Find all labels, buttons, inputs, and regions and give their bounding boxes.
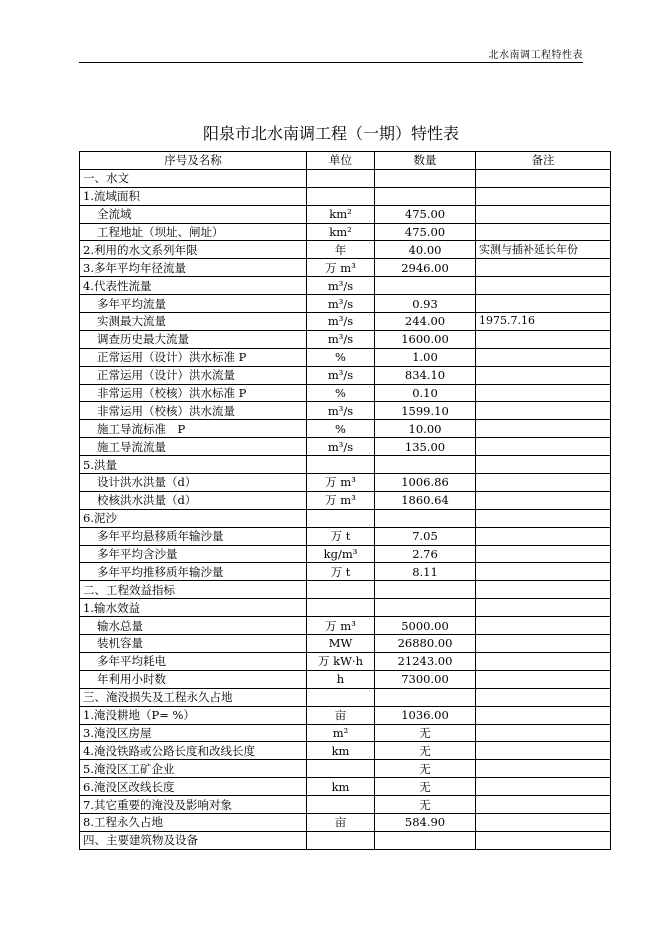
table-row (80, 778, 611, 796)
row-unit-cell (307, 187, 375, 205)
row-note-cell: 1975.7.16 (476, 313, 611, 331)
row-note-cell (476, 831, 611, 849)
row-note-cell (476, 277, 611, 295)
row-unit-cell: km (307, 742, 375, 760)
row-name-cell: 8.工程永久占地 (80, 813, 307, 831)
row-note-cell (476, 438, 611, 456)
row-note-cell (476, 366, 611, 384)
row-name-cell: 施工导流标准 P (80, 420, 307, 438)
row-unit-cell: 万 t (307, 527, 375, 545)
row-name-cell: 二、工程效益指标 (80, 581, 307, 599)
table-row (80, 438, 611, 456)
row-quantity-cell: 0.93 (375, 295, 476, 313)
row-name-cell: 施工导流流量 (80, 438, 307, 456)
row-name-cell: 调查历史最大流量 (80, 330, 307, 348)
row-unit-cell: m³/s (307, 295, 375, 313)
row-unit-cell: 年 (307, 241, 375, 259)
row-quantity-cell (375, 277, 476, 295)
row-quantity-cell: 584.90 (375, 813, 476, 831)
row-note-cell (476, 599, 611, 617)
row-name-cell: 装机容量 (80, 635, 307, 653)
row-quantity-cell (375, 581, 476, 599)
row-note-cell (476, 205, 611, 223)
row-quantity-cell: 475.00 (375, 205, 476, 223)
table-header-row (80, 152, 611, 170)
row-name-cell: 设计洪水洪量（d） (80, 474, 307, 492)
row-quantity-cell: 1860.64 (375, 491, 476, 509)
table-row (80, 670, 611, 688)
row-note-cell (476, 402, 611, 420)
table-row (80, 169, 611, 187)
table-row (80, 348, 611, 366)
row-quantity-cell: 26880.00 (375, 635, 476, 653)
row-quantity-cell (375, 456, 476, 474)
table-row (80, 545, 611, 563)
row-quantity-cell: 7.05 (375, 527, 476, 545)
row-unit-cell: % (307, 348, 375, 366)
row-note-cell (476, 187, 611, 205)
row-note-cell (476, 295, 611, 313)
row-unit-cell: % (307, 384, 375, 402)
row-unit-cell: h (307, 670, 375, 688)
row-quantity-cell: 7300.00 (375, 670, 476, 688)
row-quantity-cell (375, 187, 476, 205)
row-quantity-cell: 1006.86 (375, 474, 476, 492)
row-name-cell: 4.淹没铁路或公路长度和改线长度 (80, 742, 307, 760)
row-quantity-cell: 5000.00 (375, 617, 476, 635)
row-note-cell (476, 259, 611, 277)
row-note-cell (476, 581, 611, 599)
column-header-note: 备注 (476, 152, 611, 170)
row-quantity-cell: 无 (375, 796, 476, 814)
row-quantity-cell: 244.00 (375, 313, 476, 331)
row-quantity-cell: 834.10 (375, 366, 476, 384)
row-quantity-cell: 1599.10 (375, 402, 476, 420)
table-row (80, 706, 611, 724)
row-unit-cell: m² (307, 724, 375, 742)
row-quantity-cell: 10.00 (375, 420, 476, 438)
row-quantity-cell: 1036.00 (375, 706, 476, 724)
table-row (80, 223, 611, 241)
row-name-cell: 6.泥沙 (80, 509, 307, 527)
row-name-cell: 一、水文 (80, 169, 307, 187)
row-unit-cell: 万 t (307, 563, 375, 581)
table-row (80, 313, 611, 331)
table-row (80, 402, 611, 420)
table-row (80, 688, 611, 706)
row-quantity-cell: 无 (375, 778, 476, 796)
row-name-cell: 1.流域面积 (80, 187, 307, 205)
row-name-cell: 1.输水效益 (80, 599, 307, 617)
table-row (80, 617, 611, 635)
row-note-cell (476, 706, 611, 724)
row-note-cell (476, 223, 611, 241)
table-row (80, 474, 611, 492)
row-quantity-cell: 475.00 (375, 223, 476, 241)
row-unit-cell (307, 456, 375, 474)
row-unit-cell: MW (307, 635, 375, 653)
row-name-cell: 4.代表性流量 (80, 277, 307, 295)
row-name-cell: 多年平均悬移质年输沙量 (80, 527, 307, 545)
row-name-cell: 多年平均流量 (80, 295, 307, 313)
row-quantity-cell: 8.11 (375, 563, 476, 581)
row-unit-cell: 亩 (307, 706, 375, 724)
row-quantity-cell: 135.00 (375, 438, 476, 456)
row-note-cell (476, 688, 611, 706)
row-name-cell: 四、主要建筑物及设备 (80, 831, 307, 849)
row-name-cell: 正常运用（设计）洪水流量 (80, 366, 307, 384)
row-name-cell: 3.淹没区房屋 (80, 724, 307, 742)
row-name-cell: 1.淹没耕地（P= %） (80, 706, 307, 724)
row-unit-cell: km (307, 778, 375, 796)
row-unit-cell: km² (307, 223, 375, 241)
row-unit-cell (307, 599, 375, 617)
row-unit-cell: m³/s (307, 438, 375, 456)
row-quantity-cell (375, 169, 476, 187)
row-name-cell: 3.多年平均年径流量 (80, 259, 307, 277)
table-row (80, 259, 611, 277)
table-row (80, 330, 611, 348)
row-unit-cell (307, 581, 375, 599)
table-row (80, 295, 611, 313)
table-row (80, 652, 611, 670)
row-name-cell: 5.淹没区工矿企业 (80, 760, 307, 778)
row-note-cell (476, 670, 611, 688)
row-quantity-cell: 无 (375, 724, 476, 742)
table-row (80, 742, 611, 760)
row-unit-cell (307, 831, 375, 849)
row-unit-cell: % (307, 420, 375, 438)
row-note-cell (476, 652, 611, 670)
row-note-cell (476, 563, 611, 581)
table-row (80, 831, 611, 849)
row-note-cell (476, 456, 611, 474)
row-quantity-cell: 1.00 (375, 348, 476, 366)
table-row (80, 813, 611, 831)
row-name-cell: 非常运用（校核）洪水流量 (80, 402, 307, 420)
row-name-cell: 全流域 (80, 205, 307, 223)
row-note-cell: 实测与插补延长年份 (476, 241, 611, 259)
row-note-cell (476, 635, 611, 653)
table-row (80, 241, 611, 259)
row-quantity-cell: 40.00 (375, 241, 476, 259)
row-unit-cell (307, 760, 375, 778)
table-row (80, 509, 611, 527)
row-name-cell: 多年平均耗电 (80, 652, 307, 670)
row-unit-cell: 万 m³ (307, 491, 375, 509)
row-note-cell (476, 617, 611, 635)
row-unit-cell: kg/m³ (307, 545, 375, 563)
row-unit-cell: m³/s (307, 313, 375, 331)
row-note-cell (476, 474, 611, 492)
row-unit-cell: 亩 (307, 813, 375, 831)
row-name-cell: 正常运用（设计）洪水标准 P (80, 348, 307, 366)
row-unit-cell: m³/s (307, 366, 375, 384)
table-row (80, 599, 611, 617)
row-note-cell (476, 509, 611, 527)
row-quantity-cell: 0.10 (375, 384, 476, 402)
characteristics-table (79, 151, 611, 850)
row-note-cell (476, 742, 611, 760)
row-note-cell (476, 491, 611, 509)
row-name-cell: 输水总量 (80, 617, 307, 635)
row-note-cell (476, 330, 611, 348)
row-name-cell: 2.利用的水文系列年限 (80, 241, 307, 259)
table-row (80, 796, 611, 814)
row-unit-cell (307, 796, 375, 814)
table-row (80, 456, 611, 474)
row-unit-cell (307, 688, 375, 706)
row-quantity-cell (375, 509, 476, 527)
row-note-cell (476, 348, 611, 366)
table-row (80, 635, 611, 653)
row-note-cell (476, 420, 611, 438)
document-title: 阳泉市北水南调工程（一期）特性表 (202, 124, 459, 143)
row-name-cell: 非常运用（校核）洪水标准 P (80, 384, 307, 402)
row-unit-cell: km² (307, 205, 375, 223)
row-unit-cell: m³/s (307, 277, 375, 295)
row-unit-cell: 万 m³ (307, 617, 375, 635)
row-quantity-cell: 21243.00 (375, 652, 476, 670)
row-name-cell: 多年平均推移质年输沙量 (80, 563, 307, 581)
column-header-name: 序号及名称 (80, 152, 307, 170)
table-row (80, 724, 611, 742)
row-unit-cell (307, 169, 375, 187)
table-row (80, 384, 611, 402)
row-note-cell (476, 796, 611, 814)
row-note-cell (476, 527, 611, 545)
row-quantity-cell: 2.76 (375, 545, 476, 563)
row-unit-cell: m³/s (307, 402, 375, 420)
row-name-cell: 三、淹没损失及工程永久占地 (80, 688, 307, 706)
row-quantity-cell: 无 (375, 760, 476, 778)
row-name-cell: 7.其它重要的淹没及影响对象 (80, 796, 307, 814)
table-row (80, 420, 611, 438)
row-unit-cell: 万 kW·h (307, 652, 375, 670)
row-quantity-cell: 1600.00 (375, 330, 476, 348)
row-unit-cell (307, 509, 375, 527)
row-quantity-cell: 2946.00 (375, 259, 476, 277)
row-unit-cell: m³/s (307, 330, 375, 348)
table-row (80, 205, 611, 223)
row-name-cell: 实测最大流量 (80, 313, 307, 331)
row-name-cell: 6.淹没区改线长度 (80, 778, 307, 796)
table-row (80, 527, 611, 545)
row-quantity-cell (375, 831, 476, 849)
table-row (80, 366, 611, 384)
table-row (80, 563, 611, 581)
table-row (80, 760, 611, 778)
row-note-cell (476, 760, 611, 778)
row-name-cell: 多年平均含沙量 (80, 545, 307, 563)
row-unit-cell: 万 m³ (307, 474, 375, 492)
table-body (80, 169, 611, 849)
row-unit-cell: 万 m³ (307, 259, 375, 277)
running-header: 北水南调工程特性表 (488, 50, 583, 61)
column-header-quantity: 数量 (375, 152, 476, 170)
row-name-cell: 工程地址（坝址、闸址） (80, 223, 307, 241)
table-row (80, 187, 611, 205)
row-note-cell (476, 813, 611, 831)
row-quantity-cell: 无 (375, 742, 476, 760)
row-quantity-cell (375, 599, 476, 617)
row-note-cell (476, 545, 611, 563)
table-row (80, 581, 611, 599)
row-note-cell (476, 384, 611, 402)
row-quantity-cell (375, 688, 476, 706)
row-name-cell: 年利用小时数 (80, 670, 307, 688)
column-header-unit: 单位 (307, 152, 375, 170)
header-rule (79, 62, 583, 63)
row-name-cell: 校核洪水洪量（d） (80, 491, 307, 509)
table-row (80, 491, 611, 509)
table-row (80, 277, 611, 295)
row-note-cell (476, 724, 611, 742)
row-note-cell (476, 778, 611, 796)
row-note-cell (476, 169, 611, 187)
row-name-cell: 5.洪量 (80, 456, 307, 474)
